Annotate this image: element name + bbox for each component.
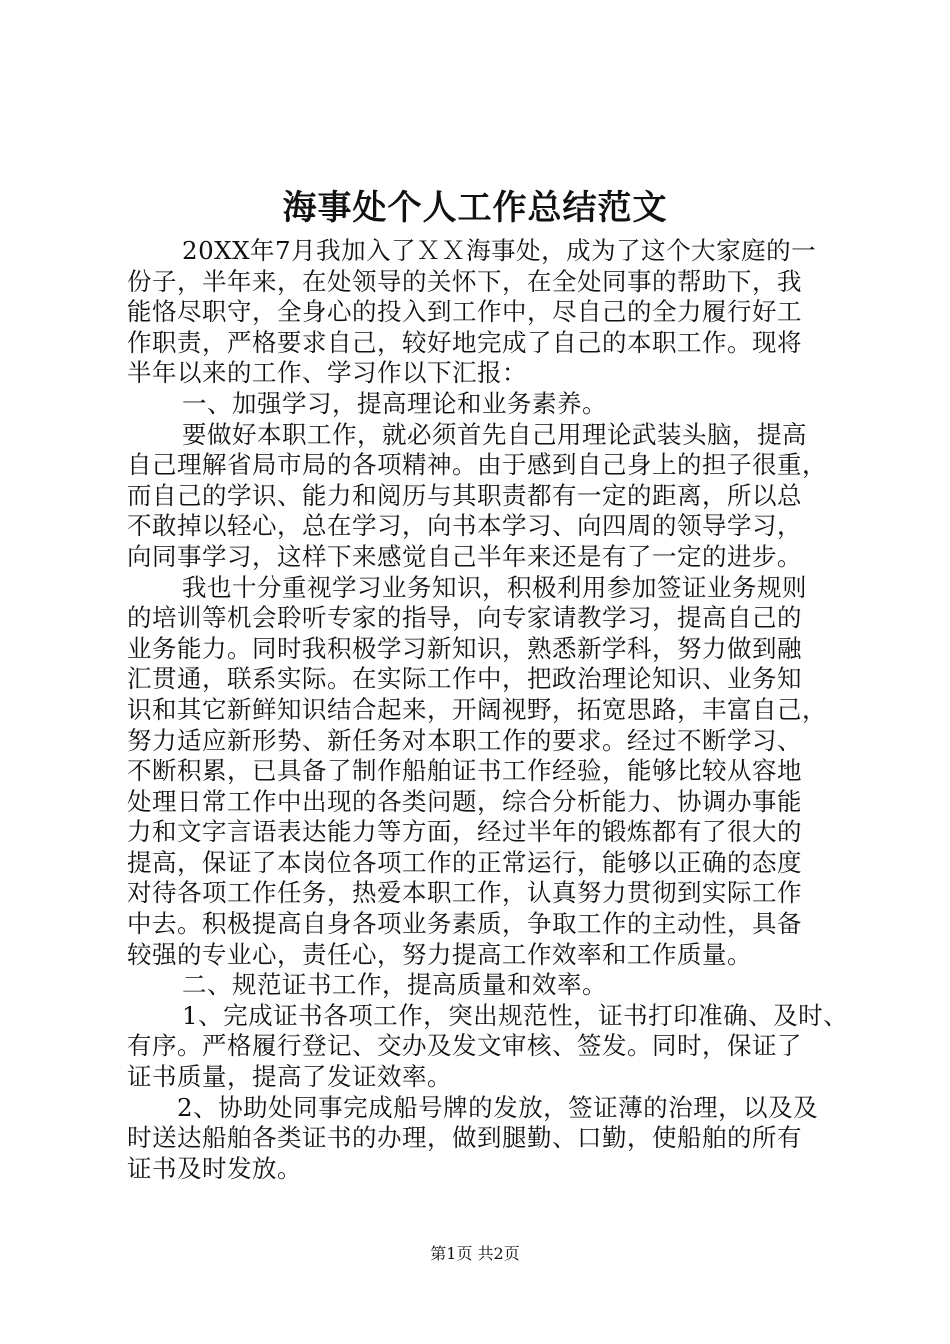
paragraph-line: 要做好本职工作，就必须首先自己用理论武装头脑，提高 [182, 419, 807, 449]
paragraph-line: 份子，半年来，在处领导的关怀下，在全处同事的帮助下，我 [127, 266, 802, 296]
paragraph-line: 向同事学习，这样下来感觉自己半年来还是有了一定的进步。 [127, 541, 802, 571]
paragraph-line: 1、完成证书各项工作，突出规范性，证书打印准确、及时、 [182, 1000, 849, 1030]
paragraph-line: 不敢掉以轻心，总在学习，向书本学习、向四周的领导学习， [127, 511, 802, 541]
paragraph-line: 识和其它新鲜知识结合起来，开阔视野，拓宽思路，丰富自己， [127, 694, 827, 724]
paragraph-line: 作职责，严格要求自己，较好地完成了自己的本职工作。现将 [127, 327, 802, 357]
paragraph-line: 而自己的学识、能力和阅历与其职责都有一定的距离，所以总 [127, 480, 802, 510]
paragraph-line: 自己理解省局市局的各项精神。由于感到自己身上的担子很重， [127, 450, 827, 480]
paragraph-line: 不断积累，已具备了制作船舶证书工作经验，能够比较从容地 [127, 756, 802, 786]
section-heading: 一、加强学习，提高理论和业务素养。 [182, 388, 607, 418]
paragraph-line: 20XX年7月我加入了ＸＸ海事处，成为了这个大家庭的一 [182, 236, 817, 265]
paragraph-line: 有序。严格履行登记、交办及发文审核、签发。同时，保证了 [127, 1031, 802, 1061]
paragraph-line: 努力适应新形势、新任务对本职工作的要求。经过不断学习、 [127, 725, 802, 755]
document-title: 海事处个人工作总结范文 [282, 188, 668, 228]
paragraph-line: 处理日常工作中出现的各类问题，综合分析能力、协调办事能 [127, 786, 802, 816]
paragraph-line: 汇贯通，联系实际。在实际工作中，把政治理论知识、业务知 [127, 664, 802, 694]
paragraph-line: 2、协助处同事完成船号牌的发放，签证薄的治理，以及及 [177, 1092, 819, 1122]
paragraph-line: 对待各项工作任务，热爱本职工作，认真努力贯彻到实际工作 [127, 878, 802, 908]
paragraph-line: 的培训等机会聆听专家的指导，向专家请教学习，提高自己的 [127, 603, 802, 633]
paragraph-line: 较强的专业心，责任心，努力提高工作效率和工作质量。 [127, 939, 752, 969]
paragraph-line: 证书及时发放。 [127, 1153, 302, 1183]
paragraph-line: 提高，保证了本岗位各项工作的正常运行，能够以正确的态度 [127, 847, 802, 877]
paragraph-line: 业务能力。同时我积极学习新知识，熟悉新学科，努力做到融 [127, 633, 802, 663]
paragraph-line: 能恪尽职守，全身心的投入到工作中，尽自己的全力履行好工 [127, 297, 802, 327]
paragraph-line: 我也十分重视学习业务知识，积极利用参加签证业务规则 [182, 572, 807, 602]
section-heading: 二、规范证书工作，提高质量和效率。 [182, 970, 607, 1000]
paragraph-line: 力和文字言语表达能力等方面，经过半年的锻炼都有了很大的 [127, 817, 802, 847]
document-body [127, 236, 849, 1184]
page-footer: 第1页 共2页 [430, 1244, 520, 1263]
paragraph-line: 时送达船舶各类证书的办理，做到腿勤、口勤，使船舶的所有 [127, 1123, 802, 1153]
paragraph-line: 中去。积极提高自身各项业务素质，争取工作的主动性，具备 [127, 909, 802, 939]
paragraph-line: 证书质量，提高了发证效率。 [127, 1062, 452, 1092]
paragraph-line: 半年以来的工作、学习作以下汇报： [127, 358, 527, 388]
